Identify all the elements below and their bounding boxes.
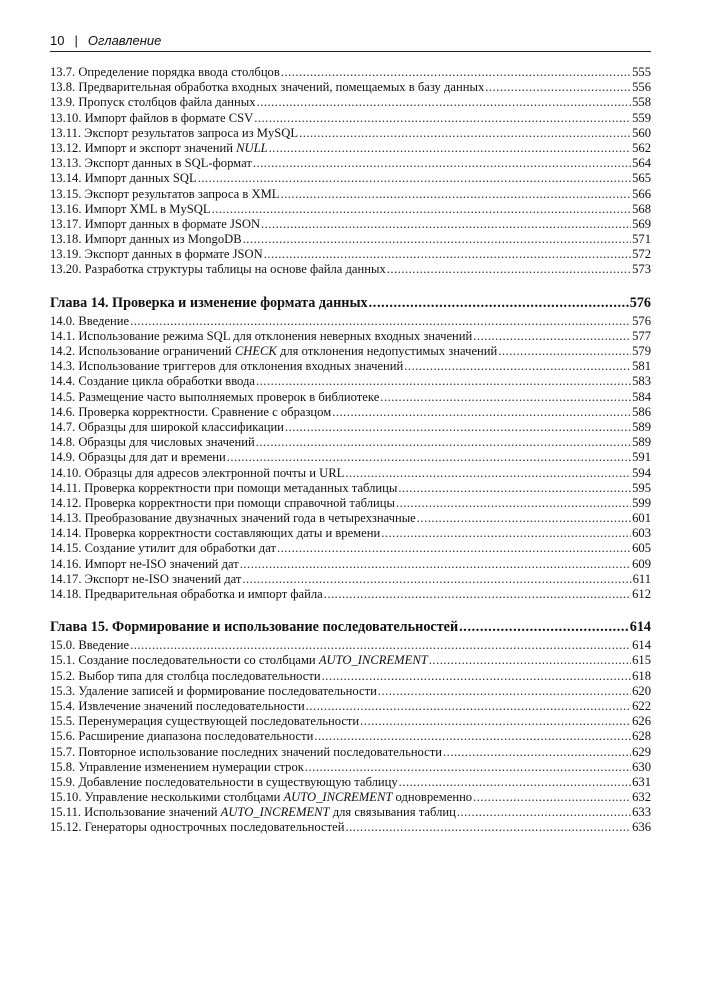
toc-entry-title: 13.8. Предварительная обработка входных значений, помещаемых в базу данных <box>50 80 485 95</box>
toc-entry <box>50 557 651 572</box>
toc-entry <box>50 247 651 262</box>
chapter-page-number: 614 <box>629 619 651 636</box>
dot-leader <box>261 217 631 232</box>
dot-leader <box>256 435 631 450</box>
toc-entry-title: 13.10. Импорт файлов в формате CSV <box>50 110 254 125</box>
toc-entry-page-number: 569 <box>632 216 651 231</box>
toc-entry-page-number: 558 <box>632 95 651 110</box>
chapter-title: Глава 14. Проверка и изменение формата данных <box>50 294 368 311</box>
toc-entry-page-number: 586 <box>632 404 651 419</box>
toc-entry-page-number: 591 <box>632 450 651 465</box>
toc-entry-title: 14.3. Использование триггеров для отклонения входных значений <box>50 359 404 374</box>
dot-leader <box>457 805 631 820</box>
toc-entry <box>50 699 651 714</box>
dot-leader <box>322 669 631 684</box>
dot-leader <box>429 653 631 668</box>
toc-entry-page-number: 636 <box>632 820 651 835</box>
toc-entry-page-number: 562 <box>632 140 651 155</box>
dot-leader <box>380 390 631 405</box>
toc-entry-page-number: 626 <box>632 714 651 729</box>
dot-leader <box>360 714 631 729</box>
toc-entry-title: 14.10. Образцы для адресов электронной почты и URL <box>50 465 345 480</box>
toc-entry-page-number: 618 <box>632 668 651 683</box>
dot-leader <box>396 496 631 511</box>
header-page-number: 10 <box>50 33 65 48</box>
toc-entry-page-number: 622 <box>632 698 651 713</box>
toc-entry <box>50 126 651 141</box>
toc-entry <box>50 466 651 481</box>
toc-entry-page-number: 628 <box>632 729 651 744</box>
toc-entry-page-number: 572 <box>632 247 651 262</box>
toc-entry <box>50 171 651 186</box>
toc-entry-title: 13.20. Разработка структуры таблицы на основе файла данных <box>50 262 386 277</box>
toc-entry <box>50 481 651 496</box>
toc-entry-title: 14.16. Импорт не-ISO значений дат <box>50 556 239 571</box>
toc-entry-page-number: 564 <box>632 156 651 171</box>
dot-leader <box>243 232 631 247</box>
toc-entry <box>50 156 651 171</box>
toc-entry-title: 14.6. Проверка корректности. Сравнение с образцом <box>50 404 332 419</box>
header-separator: | <box>74 33 78 48</box>
dot-leader <box>254 111 631 126</box>
toc-entry-title: 14.4. Создание цикла обработки ввода <box>50 374 255 389</box>
dot-leader <box>257 95 632 110</box>
toc-entry-title: 13.12. Импорт и экспорт значений NULL <box>50 140 268 155</box>
toc-entry <box>50 496 651 511</box>
toc-entry-page-number: 584 <box>632 389 651 404</box>
toc-entry-page-number: 568 <box>632 201 651 216</box>
toc-entry <box>50 745 651 760</box>
dot-leader <box>269 141 631 156</box>
toc-entry-page-number: 630 <box>632 759 651 774</box>
toc-entry <box>50 684 651 699</box>
toc-entry <box>50 314 651 329</box>
toc-entry <box>50 587 651 602</box>
toc-entry <box>50 141 651 156</box>
toc-entry <box>50 95 651 110</box>
toc-entry-page-number: 571 <box>632 232 651 247</box>
chapter-heading <box>50 618 651 636</box>
table-of-contents <box>50 65 651 836</box>
toc-entry-title: 14.8. Образцы для числовых значений <box>50 435 255 450</box>
document-page <box>50 28 651 836</box>
toc-entry <box>50 729 651 744</box>
toc-entry <box>50 714 651 729</box>
toc-entry-page-number: 583 <box>632 374 651 389</box>
dot-leader <box>417 511 631 526</box>
toc-entry-title: 14.15. Создание утилит для обработки дат <box>50 541 276 556</box>
toc-entry <box>50 262 651 277</box>
toc-entry-page-number: 556 <box>632 80 651 95</box>
toc-entry-title: 14.7. Образцы для широкой классификации <box>50 419 284 434</box>
toc-entry-title: 13.7. Определение порядка ввода столбцов <box>50 65 280 79</box>
dot-leader <box>398 481 631 496</box>
toc-entry <box>50 344 651 359</box>
toc-entry-title: 15.8. Управление изменением нумерации строк <box>50 759 304 774</box>
dot-leader <box>443 745 631 760</box>
toc-entry-title: 13.14. Импорт данных SQL <box>50 171 197 186</box>
dot-leader <box>256 374 631 389</box>
toc-entry-page-number: 615 <box>632 653 651 668</box>
dot-leader <box>253 156 631 171</box>
dot-leader <box>378 684 631 699</box>
toc-entry-title: 13.19. Экспорт данных в формате JSON <box>50 247 263 262</box>
toc-entry-title: 14.17. Экспорт не-ISO значений дат <box>50 571 242 586</box>
toc-entry-title: 15.9. Добавление последовательности в существующую таблицу <box>50 774 398 789</box>
toc-entry <box>50 217 651 232</box>
toc-entry <box>50 80 651 95</box>
toc-entry-title: 15.2. Выбор типа для столбца последовательности <box>50 668 321 683</box>
header-title: Оглавление <box>87 33 162 48</box>
toc-entry-page-number: 589 <box>632 435 651 450</box>
toc-entry-title: 14.12. Проверка корректности при помощи справочной таблицы <box>50 495 395 510</box>
toc-entry-page-number: 629 <box>632 744 651 759</box>
toc-entry-title: 15.12. Генераторы однострочных последовательностей <box>50 820 345 835</box>
toc-entry-title: 15.0. Введение <box>50 638 130 653</box>
toc-entry-title: 14.1. Использование режима SQL для отклонения неверных входных значений <box>50 328 473 343</box>
toc-entry-title: 15.1. Создание последовательности со столбцами AUTO_INCREMENT <box>50 653 428 668</box>
toc-entry-title: 15.5. Перенумерация существующей последовательности <box>50 714 360 729</box>
dot-leader <box>404 359 631 374</box>
dot-leader <box>459 618 629 636</box>
dot-leader <box>242 572 631 587</box>
dot-leader <box>381 526 631 541</box>
toc-entry-title: 14.0. Введение <box>50 313 130 328</box>
toc-entry-page-number: 577 <box>632 328 651 343</box>
toc-entry-page-number: 603 <box>632 526 651 541</box>
toc-entry <box>50 202 651 217</box>
toc-entry-page-number: 611 <box>632 571 651 586</box>
toc-entry-page-number: 594 <box>632 465 651 480</box>
toc-entry-page-number: 605 <box>632 541 651 556</box>
chapter-page-number: 576 <box>629 294 651 311</box>
toc-entry-title: 14.18. Предварительная обработка и импорт файла <box>50 587 323 601</box>
toc-entry-page-number: 631 <box>632 774 651 789</box>
dot-leader <box>498 344 631 359</box>
toc-entry-title: 14.2. Использование ограничений CHECK для отклонения недопустимых значений <box>50 344 498 358</box>
spacer <box>50 602 651 618</box>
dot-leader <box>198 171 631 186</box>
toc-entry <box>50 541 651 556</box>
dot-leader <box>281 65 631 80</box>
toc-entry-page-number: 633 <box>632 805 651 820</box>
toc-entry <box>50 232 651 247</box>
dot-leader <box>277 541 631 556</box>
toc-entry-page-number: 589 <box>632 419 651 434</box>
toc-entry-page-number: 555 <box>632 65 651 79</box>
toc-entry <box>50 435 651 450</box>
toc-entry <box>50 390 651 405</box>
chapter-heading <box>50 294 651 312</box>
dot-leader <box>240 557 631 572</box>
toc-entry <box>50 359 651 374</box>
toc-entry-page-number: 595 <box>632 480 651 495</box>
toc-entry-page-number: 614 <box>632 638 651 653</box>
dot-leader <box>332 405 631 420</box>
toc-entry <box>50 450 651 465</box>
toc-entry <box>50 526 651 541</box>
toc-entry-page-number: 599 <box>632 495 651 510</box>
dot-leader <box>227 450 631 465</box>
toc-entry-title: 15.7. Повторное использование последних значений последовательности <box>50 744 443 759</box>
toc-entry-page-number: 601 <box>632 511 651 526</box>
toc-entry-page-number: 620 <box>632 683 651 698</box>
toc-entry <box>50 760 651 775</box>
toc-entry-page-number: 559 <box>632 110 651 125</box>
toc-entry-title: 15.4. Извлечение значений последовательности <box>50 698 305 713</box>
running-header <box>50 28 651 52</box>
toc-entry <box>50 790 651 805</box>
toc-entry <box>50 187 651 202</box>
dot-leader <box>387 262 631 277</box>
dot-leader <box>345 466 631 481</box>
toc-entry-title: 13.9. Пропуск столбцов файла данных <box>50 95 256 110</box>
toc-entry-title: 13.16. Импорт XML в MySQL <box>50 201 211 216</box>
toc-entry <box>50 329 651 344</box>
dot-leader <box>399 775 631 790</box>
dot-leader <box>473 790 631 805</box>
chapter-title: Глава 15. Формирование и использование последовательностей <box>50 619 459 636</box>
toc-entry <box>50 775 651 790</box>
dot-leader <box>324 587 631 602</box>
toc-entry-title: 13.13. Экспорт данных в SQL-формат <box>50 156 252 171</box>
toc-entry-page-number: 609 <box>632 556 651 571</box>
toc-entry-title: 14.14. Проверка корректности составляющих даты и времени <box>50 526 381 541</box>
toc-entry-title: 13.18. Импорт данных из MongoDB <box>50 232 242 247</box>
toc-entry-page-number: 579 <box>632 344 651 358</box>
dot-leader <box>285 420 631 435</box>
toc-entry <box>50 111 651 126</box>
toc-entry <box>50 653 651 668</box>
dot-leader <box>305 760 631 775</box>
toc-entry-title: 14.5. Размещение часто выполняемых проверок в библиотеке <box>50 389 380 404</box>
dot-leader <box>299 126 631 141</box>
toc-entry <box>50 669 651 684</box>
toc-entry-title: 13.15. Экспорт результатов запроса в XML <box>50 186 280 201</box>
toc-entry <box>50 805 651 820</box>
dot-leader <box>314 729 631 744</box>
toc-entry-title: 15.11. Использование значений AUTO_INCREMENT для связывания таблиц <box>50 805 456 820</box>
toc-entry-page-number: 573 <box>632 262 651 277</box>
toc-entry-title: 14.11. Проверка корректности при помощи метаданных таблицы <box>50 480 398 495</box>
toc-entry <box>50 511 651 526</box>
toc-entry-title: 14.13. Преобразование двузначных значений года в четырехзначные <box>50 511 416 526</box>
dot-leader <box>264 247 631 262</box>
dot-leader <box>130 638 631 653</box>
dot-leader <box>306 699 631 714</box>
spacer <box>50 278 651 294</box>
toc-entry-page-number: 612 <box>632 587 651 601</box>
toc-entry-title: 13.11. Экспорт результатов запроса из MySQL <box>50 125 299 140</box>
toc-entry-title: 15.3. Удаление записей и формирование последовательности <box>50 683 377 698</box>
toc-entry <box>50 572 651 587</box>
dot-leader <box>130 314 631 329</box>
dot-leader <box>369 294 629 312</box>
toc-entry-page-number: 560 <box>632 125 651 140</box>
dot-leader <box>473 329 631 344</box>
toc-entry <box>50 820 651 835</box>
dot-leader <box>212 202 632 217</box>
toc-entry <box>50 374 651 389</box>
toc-entry-page-number: 632 <box>632 790 651 805</box>
toc-entry-title: 15.6. Расширение диапазона последовательности <box>50 729 314 744</box>
toc-entry-title: 14.9. Образцы для дат и времени <box>50 450 226 465</box>
dot-leader <box>345 820 631 835</box>
toc-entry <box>50 405 651 420</box>
toc-entry <box>50 420 651 435</box>
toc-entry-title: 13.17. Импорт данных в формате JSON <box>50 216 261 231</box>
dot-leader <box>280 187 631 202</box>
toc-entry-page-number: 566 <box>632 186 651 201</box>
toc-entry-page-number: 581 <box>632 359 651 374</box>
toc-entry <box>50 638 651 653</box>
dot-leader <box>485 80 631 95</box>
toc-entry-page-number: 576 <box>632 313 651 328</box>
toc-entry <box>50 65 651 80</box>
toc-entry-page-number: 565 <box>632 171 651 186</box>
toc-entry-title: 15.10. Управление несколькими столбцами AUTO_INCREMENT одновременно <box>50 790 473 805</box>
